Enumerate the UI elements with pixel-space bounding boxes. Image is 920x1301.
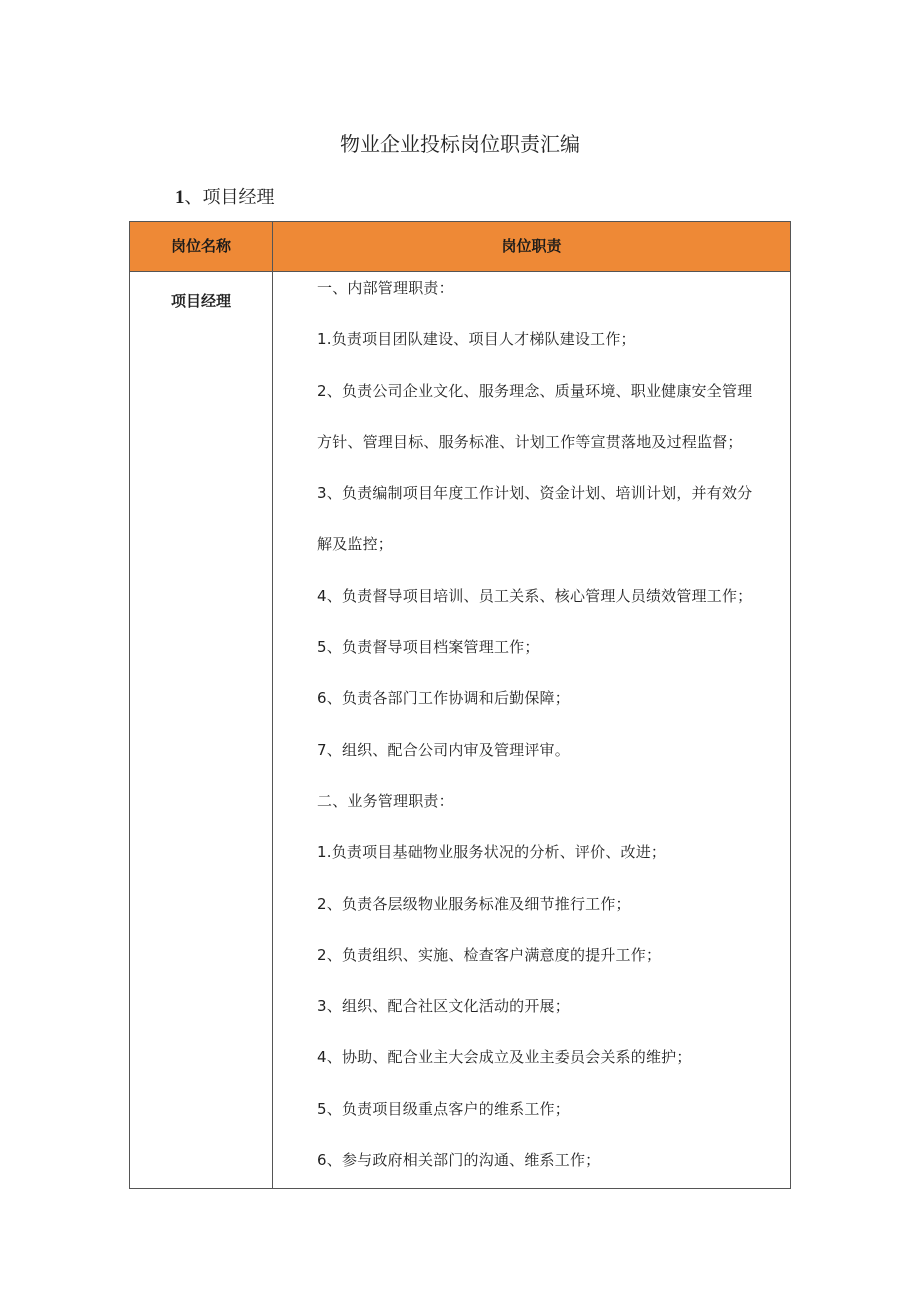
duty-line: 5、负责督导项目档案管理工作； <box>317 638 540 657</box>
duty-line: 二、业务管理职责： <box>317 791 454 810</box>
header-duties: 岗位职责 <box>501 237 562 255</box>
duty-line: 一、内部管理职责： <box>317 279 454 297</box>
row-position-name: 项目经理 <box>170 292 231 310</box>
duty-line: 6、参与政府相关部门的沟通、维系工作； <box>317 1151 601 1170</box>
duty-line: 2、负责公司企业文化、服务理念、质量环境、职业健康安全管理 <box>317 381 753 400</box>
document-title: 物业企业投标岗位职责汇编 <box>340 132 580 156</box>
header-position-name: 岗位名称 <box>170 237 231 255</box>
table-header-row <box>130 222 790 272</box>
section-heading <box>175 183 275 213</box>
duty-line: 2、负责各层级物业服务标准及细节推行工作； <box>317 894 631 913</box>
duty-line: 方针、管理目标、服务标准、计划工作等宣贯落地及过程监督； <box>317 432 743 451</box>
duty-line: 4、协助、配合业主大会成立及业主委员会关系的维护； <box>317 1048 692 1067</box>
section-separator: 、 <box>184 187 203 208</box>
duty-line: 4、负责督导项目培训、员工关系、核心管理人员绩效管理工作； <box>317 586 753 605</box>
duty-line: 1.负责项目基础物业服务状况的分析、评价、改进； <box>317 843 667 862</box>
duty-table <box>129 221 791 1189</box>
duty-line: 3、组织、配合社区文化活动的开展； <box>317 997 570 1016</box>
duty-line: 3、负责编制项目年度工作计划、资金计划、培训计划，并有效分 <box>317 484 753 503</box>
duty-line: 7、组织、配合公司内审及管理评审。 <box>317 740 570 759</box>
duty-line: 5、负责项目级重点客户的维系工作； <box>317 1099 570 1118</box>
section-number: 1 <box>175 187 185 208</box>
column-divider <box>272 222 273 1188</box>
duty-line: 解及监控； <box>317 535 394 554</box>
duty-line: 2、负责组织、实施、检查客户满意度的提升工作； <box>317 945 662 964</box>
duty-line: 1.负责项目团队建设、项目人才梯队建设工作； <box>317 330 636 349</box>
duty-list <box>317 273 777 1196</box>
section-title: 项目经理 <box>202 187 275 208</box>
duty-line: 6、负责各部门工作协调和后勤保障； <box>317 689 570 708</box>
